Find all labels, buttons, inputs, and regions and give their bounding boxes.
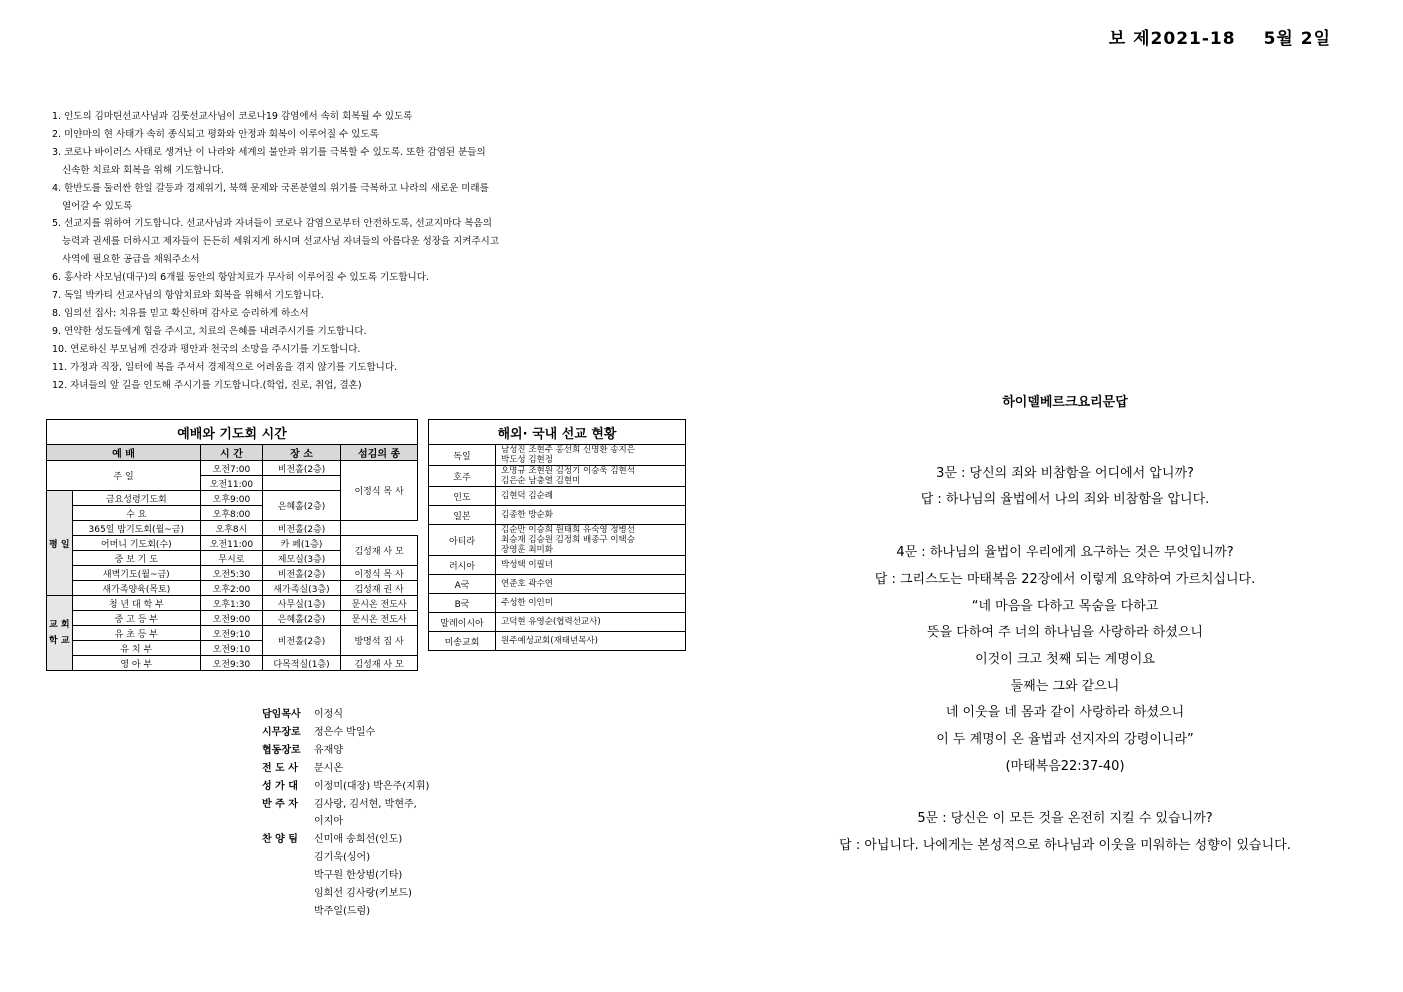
staff-role: 담임목사 [262,709,301,720]
mission-names [496,445,686,466]
scripture-line: 뜻을 다하여 주 너의 하나님을 사랑하라 하셨으니 [927,625,1203,641]
service-name: 유 초 등 부 [72,626,201,641]
service-name: 어머니 기도회(수) [72,536,201,551]
service-place: 비전홀(2층) [262,521,340,536]
issue-number: 보 제2021-18 [1108,29,1236,49]
service-place [262,476,340,491]
staff-names: 김사랑, 김서현, 박현주, [314,798,417,810]
service-place: 카 페(1층) [262,536,340,551]
service-name: 유 치 부 [72,641,201,656]
prayer-list [52,108,672,395]
prayer-line: 10. 연로하신 부모님께 건강과 평안과 천국의 소망을 주시기를 기도합니다. [52,343,361,355]
service-time: 오전11:00 [201,476,263,491]
staff-names: 박구원 한상범(기타) [314,870,403,882]
service-place: 은혜홀(2층) [262,611,340,626]
prayer-line: 1. 인도의 김마틴선교사님과 김룻선교사님이 코로나19 감염에서 속히 회복될 수 있도록 [52,111,413,122]
prayer-line: 능력과 권세를 더하시고 제자들이 든든히 세워지게 하시며 선교사님 자녀들의 아름다운 성장을 지켜주시고 [62,236,500,248]
staff-list [262,706,429,921]
mission-names: 김종한 방순화 [496,506,686,525]
service-time: 오전9:10 [201,641,263,656]
mission-name-line: 장영훈 최미화 [501,545,553,555]
prayer-line: 6. 홍사라 사모님(대구)의 6개월 동안의 항암치료가 무사히 이루어질 수 있도록 기도합니다. [52,272,429,284]
service-name: 수 요 [72,506,201,521]
mission-names: 박성택 이필녀 [496,556,686,575]
staff-names: 이정식 [314,709,343,720]
service-time: 오후8:00 [201,506,263,521]
service-place: 사무실(1층) [262,596,340,611]
prayer-line: 12. 자녀들의 앞 길을 인도해 주시기를 기도합니다.(학업, 진로, 취업, 결혼) [52,379,362,391]
staff-role: 시무장로 [262,726,301,738]
question-4: 4문 : 하나님의 율법이 우리에게 요구하는 것은 무엇입니까? [896,545,1234,561]
mission-names: 연준호 곽수연 [496,575,686,594]
staff-names: 신미애 송희선(인도) [314,834,403,846]
bulletin-header [1081,24,1331,49]
staff-names: 박주일(드럼) [314,905,371,917]
staff-names: 문시온 [314,762,343,774]
service-place: 비전홀(2층) [262,566,340,581]
mission-region: 러시아 [429,556,496,575]
question-5: 5문 : 당신은 이 모든 것을 온전히 지킬 수 있습니까? [917,811,1213,827]
col-header: 예 배 [47,445,201,461]
prayer-line: 열어갈 수 있도록 [62,200,133,212]
staff-role: 성 가 대 [262,780,298,792]
service-name: 중 보 기 도 [72,551,201,566]
service-servant: 김성재 권 사 [341,581,418,596]
service-place: 비전홀(2층) [262,461,340,476]
col-header: 섬김의 종 [341,445,418,461]
prayer-line: 신속한 치료와 회복을 위해 기도합니다. [62,164,224,176]
service-time: 무시로 [201,551,263,566]
scripture-line: 이것이 크고 첫째 되는 계명이요 [975,651,1155,667]
service-name: 365일 밤기도회(월~금) [72,521,201,536]
issue-date: 5월 2일 [1263,29,1331,49]
service-time: 오전9:30 [201,656,263,671]
service-time: 오후8시 [201,521,263,536]
staff-role: 협동장로 [262,744,301,756]
scripture-line: 네 이웃을 네 몸과 같이 사랑하라 하셨으니 [945,705,1185,721]
worship-schedule-table [46,419,418,671]
staff-role: 찬 양 팀 [262,834,298,846]
question-3: 3문 : 당신의 죄와 비참함을 어디에서 압니까? [936,465,1194,481]
service-time: 오전9:10 [201,626,263,641]
prayer-line: 2. 미얀마의 현 사태가 속히 종식되고 평화와 안정과 회복이 이루어질 수 있도록 [52,128,379,140]
service-place: 제모실(3층) [262,551,340,566]
mission-region: 호주 [429,466,496,487]
prayer-line: 8. 임의선 집사: 치유를 믿고 확신하며 감사로 승리하게 하소서 [52,307,309,319]
service-servant: 방명석 집 사 [341,626,418,656]
prayer-line: 4. 한반도를 둘러싼 한일 갈등과 경제위기, 북핵 문제와 국론분열의 위기를 극복하고 나라의 새로운 미래를 [52,182,489,194]
mission-region: 아티라 [429,525,496,556]
weekday-group-label: 평 일 [47,491,73,596]
staff-names: 김기욱(싱어) [314,852,371,864]
staff-role: 반 주 자 [262,798,298,810]
staff-row [262,796,429,814]
service-time: 오전11:00 [201,536,263,551]
prayer-line: 9. 연약한 성도들에게 힘을 주시고, 치료의 은혜를 내려주시기를 기도합니다. [52,325,367,337]
service-name: 새벽기도(월~금) [72,566,201,581]
mission-region: A국 [429,575,496,594]
staff-names: 유재양 [314,744,343,756]
service-servant: 문시온 전도사 [341,611,418,626]
scripture-reference: (마태복음22:37-40) [1005,758,1125,774]
scripture-line: “네 마음을 다하고 목숨을 다하고 [971,598,1159,614]
mission-region: 말레이시아 [429,613,496,632]
service-place: 은혜홀(2층) [262,491,340,521]
answer-5: 답 : 아닙니다. 나에게는 본성적으로 하나님과 이웃을 미워하는 성향이 있습니다. [839,838,1291,854]
service-name: 금요성령기도회 [72,491,201,506]
mission-name-line: 박도성 김현정 [501,455,553,465]
staff-row [262,742,429,760]
missions-table-title: 해외· 국내 선교 현황 [429,420,686,445]
service-time: 오후9:00 [201,491,263,506]
service-servant: 이정식 목 사 [341,566,418,581]
mission-region: 독일 [429,445,496,466]
service-name: 새가족양육(목토) [72,581,201,596]
mission-name-line: 김순만 이승희 원태희 유숙영 정병선 [501,525,635,535]
mission-region: B국 [429,594,496,613]
col-header: 시 간 [201,445,263,461]
mission-names [496,525,686,556]
service-place: 비전홀(2층) [262,626,340,656]
mission-region: 일본 [429,506,496,525]
prayer-line: 5. 선교지를 위하여 기도합니다. 선교사님과 자녀들이 코로나 감염으로부터 안전하도록, 선교지마다 복음의 [52,218,492,230]
staff-names: 정은수 박일수 [314,726,376,738]
service-servant: 문시온 전도사 [341,596,418,611]
service-servant: 김성재 사 모 [341,536,418,566]
answer-3: 답 : 하나님의 율법에서 나의 죄와 비참함을 압니다. [920,492,1210,508]
service-name: 중 고 등 부 [72,611,201,626]
service-name: 청 년 대 학 부 [72,596,201,611]
prayer-line: 3. 코로나 바이러스 사태로 생겨난 이 나라와 세계의 불안과 위기를 극복할 수 있도록. 또한 감염된 분들의 [52,146,486,158]
staff-row [262,706,429,724]
staff-row [262,778,429,796]
staff-names: 이지아 [314,816,343,828]
mission-region: 미송교회 [429,632,496,651]
mission-name-line: 김은순 남충열 김현미 [501,476,581,486]
service-time: 오후1:30 [201,596,263,611]
staff-row [262,724,429,742]
service-time: 오전9:00 [201,611,263,626]
service-time: 오후2:00 [201,581,263,596]
col-header: 장 소 [262,445,340,461]
service-name: 영 아 부 [72,656,201,671]
catechism-section [740,390,1390,860]
mission-name-line: 오명규 조현원 김정기 이승욱 김현석 [501,466,635,476]
service-place: 새가족실(3층) [262,581,340,596]
answer-4: 답 : 그리스도는 마태복음 22장에서 이렇게 요약하여 가르치십니다. [874,571,1256,587]
service-name: 주 일 [47,461,201,491]
service-time: 오전7:00 [201,461,263,476]
catechism-title: 하이델베르크요리문답 [1002,395,1128,410]
prayer-line: 11. 가정과 직장, 일터에 복을 주셔서 경제적으로 어려움을 겪지 않기를 기도합니다. [52,361,398,373]
worship-table-title: 예배와 기도회 시간 [47,420,418,445]
service-place: 다목적실(1층) [262,656,340,671]
service-servant: 김성재 사 모 [341,656,418,671]
staff-row [262,831,429,849]
staff-names: 이정미(대장) 박은주(지휘) [314,780,430,792]
staff-row [262,760,429,778]
mission-name-line: 남성진 조현주 홍선희 신명환 송지은 [501,445,635,455]
scripture-line: 이 두 계명이 온 율법과 선지자의 강령이니라” [936,732,1194,748]
missions-table [428,419,686,651]
mission-names [496,466,686,487]
staff-role: 전 도 사 [262,762,298,774]
scripture-line: 둘째는 그와 같으니 [1010,678,1120,694]
prayer-line: 사역에 필요한 공급을 채워주소서 [62,254,200,266]
staff-names: 임희선 김사랑(키보드) [314,888,412,900]
mission-region: 인도 [429,487,496,506]
mission-names: 고덕현 유영순(협력선교사) [496,613,686,632]
church-school-group-label: 교 회 학 교 [47,596,73,671]
prayer-line: 7. 독일 박카티 선교사님의 항암치료와 회복을 위해서 기도합니다. [52,290,324,302]
mission-names: 원주예성교회(재태년목사) [496,632,686,651]
service-time: 오전5:30 [201,566,263,581]
mission-names: 김현덕 김순례 [496,487,686,506]
service-servant: 이정식 목 사 [341,461,418,521]
mission-names: 주성한 이인미 [496,594,686,613]
mission-name-line: 최승재 김승원 김정희 배종구 이택승 [501,535,635,545]
